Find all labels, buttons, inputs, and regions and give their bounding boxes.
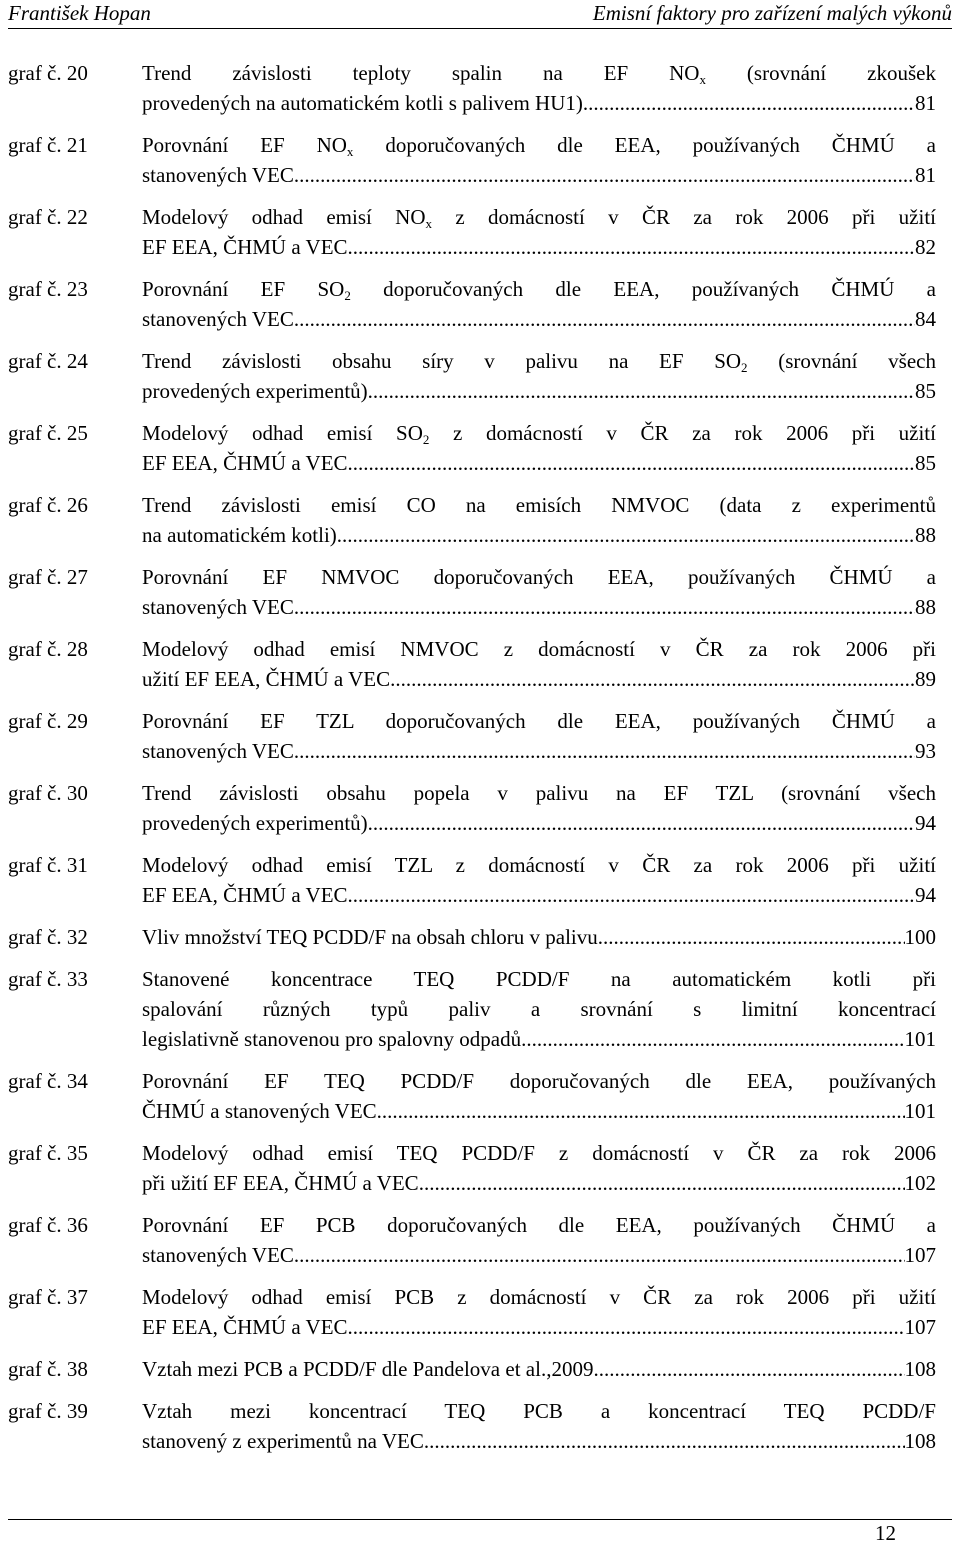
figure-caption — [142, 850, 936, 910]
caption-fragment: Modelový odhad emisí PCB z domácností v ČR za rok 2006 při užití — [142, 1285, 936, 1309]
page-ref: 93 — [915, 739, 936, 763]
caption-line — [142, 736, 936, 766]
caption-line — [142, 130, 936, 160]
toc-entry[interactable] — [8, 850, 936, 910]
caption-fragment: legislativně stanovenou pro spalovny odpadů — [142, 1027, 522, 1051]
page-ref: 94 — [915, 883, 936, 907]
subscript: x — [699, 71, 706, 87]
dot-leader — [583, 88, 915, 118]
footer-rule — [8, 1519, 952, 1520]
figure-number: graf č. 25 — [8, 421, 88, 445]
caption-fragment: Vztah mezi koncentrací TEQ PCB a koncentrací TEQ PCDD/F — [142, 1399, 936, 1423]
figure-number: graf č. 32 — [8, 925, 88, 949]
figure-caption — [142, 1396, 936, 1456]
caption-fragment: doporučovaných dle EEA, používaných ČHMÚ a — [353, 133, 936, 157]
dot-leader — [368, 376, 915, 406]
page-ref: 100 — [904, 925, 936, 949]
caption-fragment: Vztah mezi PCB a PCDD/F dle Pandelova et al.,2009 — [142, 1357, 594, 1381]
caption-line — [142, 922, 936, 952]
figure-caption — [142, 778, 936, 838]
figure-number: graf č. 24 — [8, 349, 88, 373]
caption-line — [142, 808, 936, 838]
figure-number: graf č. 36 — [8, 1213, 88, 1237]
caption-text — [142, 232, 348, 262]
dot-leader — [348, 880, 915, 910]
caption-fragment: Porovnání EF SO — [142, 277, 345, 301]
caption-fragment: spalování různých typů paliv a srovnání s limitní koncentrací — [142, 997, 936, 1021]
caption-fragment: Modelový odhad emisí TEQ PCDD/F z domácností v ČR za rok 2006 — [142, 1141, 936, 1165]
dot-leader — [419, 1168, 905, 1198]
dot-leader — [294, 1240, 905, 1270]
caption-line — [142, 1312, 936, 1342]
caption-line — [142, 418, 936, 448]
subscript: x — [346, 143, 354, 159]
caption-text — [142, 592, 294, 622]
toc-entry[interactable] — [8, 778, 936, 838]
figure-number: graf č. 34 — [8, 1069, 88, 1093]
caption-fragment: stanovených VEC — [142, 307, 294, 331]
caption-line — [142, 706, 936, 736]
toc-entry[interactable] — [8, 706, 936, 766]
caption-text — [142, 88, 583, 118]
caption-fragment: z domácností v ČR za rok 2006 při užití — [429, 421, 936, 445]
figure-number: graf č. 35 — [8, 1141, 88, 1165]
figure-number: graf č. 31 — [8, 853, 88, 877]
figure-number: graf č. 33 — [8, 967, 88, 991]
figure-number: graf č. 37 — [8, 1285, 88, 1309]
caption-line — [142, 1354, 936, 1384]
caption-fragment: EF EEA, ČHMÚ a VEC — [142, 1315, 348, 1339]
caption-text — [142, 922, 598, 952]
caption-text — [142, 304, 294, 334]
caption-line — [142, 448, 936, 478]
subscript: 2 — [422, 431, 430, 447]
caption-line — [142, 1396, 936, 1426]
toc-entry[interactable] — [8, 634, 936, 694]
caption-line — [142, 274, 936, 304]
toc-entry[interactable] — [8, 922, 936, 952]
dot-leader — [368, 808, 915, 838]
figure-number: graf č. 21 — [8, 133, 88, 157]
dot-leader — [348, 232, 915, 262]
caption-line — [142, 88, 936, 118]
caption-fragment: Trend závislosti teploty spalin na EF NO — [142, 61, 700, 85]
page-ref: 94 — [915, 811, 936, 835]
caption-fragment: provedených experimentů) — [142, 379, 368, 403]
caption-fragment: při užití EF EEA, ČHMÚ a VEC — [142, 1171, 419, 1195]
caption-line — [142, 346, 936, 376]
caption-line — [142, 1138, 936, 1168]
caption-text — [142, 808, 368, 838]
caption-text — [142, 880, 348, 910]
caption-line — [142, 304, 936, 334]
page-ref: 102 — [904, 1171, 936, 1195]
caption-fragment: Porovnání EF TZL doporučovaných dle EEA, používaných ČHMÚ a — [142, 709, 936, 733]
figure-number: graf č. 28 — [8, 637, 88, 661]
running-header — [8, 0, 952, 29]
caption-line — [142, 1210, 936, 1240]
caption-fragment: Porovnání EF TEQ PCDD/F doporučovaných dle EEA, používaných — [142, 1069, 936, 1093]
toc-entry[interactable] — [8, 346, 936, 406]
figure-number: graf č. 39 — [8, 1399, 88, 1423]
caption-fragment: z domácností v ČR za rok 2006 při užití — [432, 205, 936, 229]
toc-entry[interactable] — [8, 130, 936, 190]
caption-fragment: Porovnání EF NMVOC doporučovaných EEA, používaných ČHMÚ a — [142, 565, 936, 589]
dot-leader — [294, 304, 915, 334]
caption-line — [142, 850, 936, 880]
page-ref: 107 — [904, 1243, 936, 1267]
caption-line — [142, 490, 936, 520]
figure-caption — [142, 1066, 936, 1126]
toc-entry[interactable] — [8, 1210, 936, 1270]
caption-fragment: stanovených VEC — [142, 739, 294, 763]
caption-fragment: provedených na automatickém kotli s palivem HU1) — [142, 91, 583, 115]
caption-text — [142, 1096, 377, 1126]
caption-fragment: Vliv množství TEQ PCDD/F na obsah chloru v palivu — [142, 925, 598, 949]
caption-fragment: Stanovené koncentrace TEQ PCDD/F na automatickém kotli při — [142, 967, 936, 991]
dot-leader — [294, 592, 915, 622]
figure-caption — [142, 1210, 936, 1270]
caption-line — [142, 994, 936, 1024]
caption-text — [142, 1240, 294, 1270]
caption-text — [142, 1312, 348, 1342]
caption-line — [142, 1096, 936, 1126]
figure-number: graf č. 23 — [8, 277, 88, 301]
caption-line — [142, 562, 936, 592]
page-ref: 108 — [904, 1429, 936, 1453]
page-ref: 82 — [915, 235, 936, 259]
figure-caption — [142, 562, 936, 622]
page-ref: 84 — [915, 307, 936, 331]
figure-caption — [142, 346, 936, 406]
caption-fragment: Trend závislosti obsahu popela v palivu na EF TZL (srovnání všech — [142, 781, 936, 805]
caption-text — [142, 520, 337, 550]
toc-entry[interactable] — [8, 1138, 936, 1198]
toc-entry[interactable] — [8, 490, 936, 550]
dot-leader — [390, 664, 915, 694]
page-ref: 81 — [915, 91, 936, 115]
caption-fragment: (srovnání zkoušek — [706, 61, 936, 85]
caption-text — [142, 1426, 424, 1456]
toc-entry[interactable] — [8, 418, 936, 478]
page-ref: 85 — [915, 379, 936, 403]
caption-text — [142, 448, 348, 478]
figure-number: graf č. 30 — [8, 781, 88, 805]
caption-line — [142, 1024, 936, 1054]
list-of-figures — [8, 58, 936, 1456]
figure-number: graf č. 38 — [8, 1357, 88, 1381]
toc-entry[interactable] — [8, 964, 936, 1054]
caption-fragment: stanovených VEC — [142, 595, 294, 619]
figure-caption — [142, 58, 936, 118]
figure-caption — [142, 1354, 936, 1384]
dot-leader — [348, 448, 915, 478]
page-ref: 101 — [904, 1099, 936, 1123]
figure-number: graf č. 27 — [8, 565, 88, 589]
figure-caption — [142, 1282, 936, 1342]
caption-fragment: Porovnání EF PCB doporučovaných dle EEA, používaných ČHMÚ a — [142, 1213, 936, 1237]
caption-fragment: užití EF EEA, ČHMÚ a VEC — [142, 667, 391, 691]
caption-fragment: Modelový odhad emisí TZL z domácností v ČR za rok 2006 při užití — [142, 853, 936, 877]
figure-number: graf č. 29 — [8, 709, 88, 733]
caption-line — [142, 964, 936, 994]
figure-caption — [142, 922, 936, 952]
caption-text — [142, 1168, 419, 1198]
figure-caption — [142, 964, 936, 1054]
subscript: 2 — [344, 287, 351, 303]
caption-line — [142, 634, 936, 664]
dot-leader — [294, 736, 915, 766]
caption-fragment: ČHMÚ a stanovených VEC — [142, 1099, 377, 1123]
page-number: 12 — [875, 1521, 896, 1545]
caption-text — [142, 664, 390, 694]
toc-entry[interactable] — [8, 562, 936, 622]
figure-caption — [142, 490, 936, 550]
caption-line — [142, 664, 936, 694]
figure-number: graf č. 20 — [8, 61, 88, 85]
toc-entry[interactable] — [8, 274, 936, 334]
caption-line — [142, 1168, 936, 1198]
subscript: x — [425, 215, 433, 231]
page-ref: 81 — [915, 163, 936, 187]
dot-leader — [598, 922, 905, 952]
caption-fragment: Trend závislosti obsahu síry v palivu na EF SO — [142, 349, 742, 373]
page-ref: 88 — [915, 595, 936, 619]
dot-leader — [521, 1024, 904, 1054]
caption-line — [142, 520, 936, 550]
dot-leader — [348, 1312, 905, 1342]
caption-fragment: Modelový odhad emisí NMVOC z domácností v ČR za rok 2006 při — [142, 637, 936, 661]
caption-text — [142, 736, 294, 766]
figure-caption — [142, 202, 936, 262]
toc-entry[interactable] — [8, 1066, 936, 1126]
figure-caption — [142, 274, 936, 334]
dot-leader — [294, 160, 915, 190]
caption-text — [142, 160, 294, 190]
caption-fragment: stanovených VEC — [142, 163, 294, 187]
caption-line — [142, 376, 936, 406]
caption-fragment: stanovený z experimentů na VEC — [142, 1429, 424, 1453]
figure-number: graf č. 26 — [8, 493, 88, 517]
page-ref: 107 — [904, 1315, 936, 1339]
dot-leader — [377, 1096, 905, 1126]
caption-fragment: provedených experimentů) — [142, 811, 368, 835]
page-ref: 88 — [915, 523, 936, 547]
figure-number: graf č. 22 — [8, 205, 88, 229]
subscript: 2 — [741, 359, 748, 375]
caption-line — [142, 202, 936, 232]
caption-fragment: na automatickém kotli) — [142, 523, 337, 547]
dot-leader — [593, 1354, 904, 1384]
page-ref: 89 — [915, 667, 936, 691]
header-author: František Hopan — [8, 1, 151, 25]
page-ref: 85 — [915, 451, 936, 475]
page-ref: 108 — [904, 1357, 936, 1381]
figure-caption — [142, 130, 936, 190]
page-ref: 101 — [904, 1027, 936, 1051]
caption-fragment: Trend závislosti emisí CO na emisích NMVOC (data z experimentů — [142, 493, 936, 517]
figure-caption — [142, 1138, 936, 1198]
caption-fragment: EF EEA, ČHMÚ a VEC — [142, 451, 348, 475]
caption-line — [142, 1066, 936, 1096]
caption-fragment: EF EEA, ČHMÚ a VEC — [142, 883, 348, 907]
dot-leader — [337, 520, 915, 550]
caption-fragment: doporučovaných dle EEA, používaných ČHMÚ a — [350, 277, 937, 301]
caption-line — [142, 160, 936, 190]
toc-entry[interactable] — [8, 1282, 936, 1342]
caption-line — [142, 1240, 936, 1270]
caption-fragment: stanovených VEC — [142, 1243, 294, 1267]
caption-fragment: Porovnání EF NO — [142, 133, 347, 157]
toc-entry[interactable] — [8, 202, 936, 262]
toc-entry[interactable] — [8, 58, 936, 118]
caption-text — [142, 1354, 593, 1384]
caption-text — [142, 1024, 521, 1054]
caption-fragment: EF EEA, ČHMÚ a VEC — [142, 235, 348, 259]
caption-line — [142, 232, 936, 262]
toc-entry[interactable] — [8, 1396, 936, 1456]
dot-leader — [424, 1426, 905, 1456]
figure-caption — [142, 418, 936, 478]
caption-text — [142, 376, 368, 406]
figure-caption — [142, 634, 936, 694]
caption-line — [142, 58, 936, 88]
header-title: Emisní faktory pro zařízení malých výkonů — [592, 1, 952, 25]
caption-line — [142, 778, 936, 808]
caption-line — [142, 880, 936, 910]
caption-line — [142, 1282, 936, 1312]
caption-fragment: Modelový odhad emisí SO — [142, 421, 423, 445]
figure-caption — [142, 706, 936, 766]
caption-fragment: (srovnání všech — [747, 349, 936, 373]
toc-entry[interactable] — [8, 1354, 936, 1384]
caption-line — [142, 592, 936, 622]
caption-fragment: Modelový odhad emisí NO — [142, 205, 426, 229]
caption-line — [142, 1426, 936, 1456]
